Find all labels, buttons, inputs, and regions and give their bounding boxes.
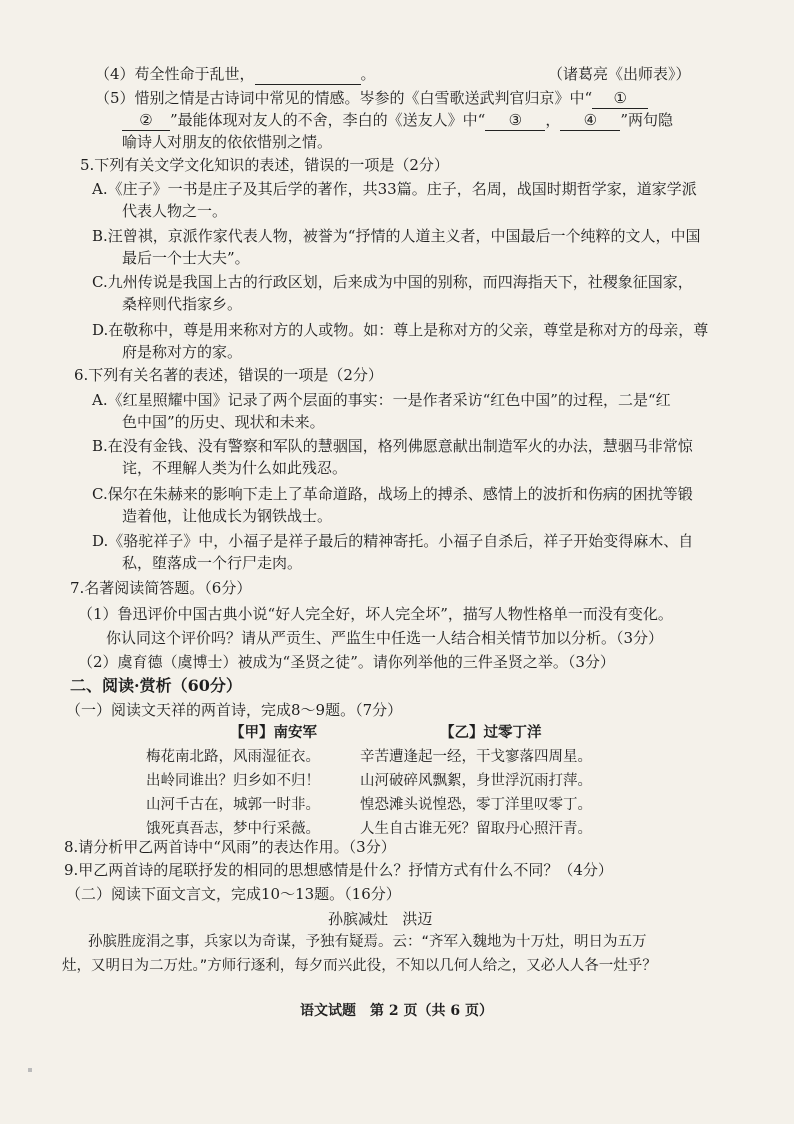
q5-line-2 [122, 110, 673, 131]
q5m-stem: 5.下列有关文学文化知识的表述，错误的一项是（2分） [80, 156, 449, 174]
q4-source: （诸葛亮《出师表》） [548, 65, 691, 83]
q7-stem: 7.名著阅读简答题。（6分） [70, 579, 252, 597]
page-footer: 语文试题 第 2 页（共 6 页） [300, 1003, 493, 1019]
q5m-option-a-cont: 代表人物之一。 [122, 202, 228, 220]
q4-line [95, 64, 376, 85]
q5m-option-a: A.《庄子》一书是庄子及其后学的著作，共33篇。庄子，名周，战国时期哲学家，道家学派 [92, 180, 697, 198]
q5-line-1 [95, 88, 648, 109]
q4-text: （4）苟全性命于乱世， [95, 65, 255, 83]
q6-stem: 6.下列有关名著的表述，错误的一项是（2分） [74, 366, 383, 384]
poem-jia-line: 山河千古在，城郭一时非。 [146, 797, 320, 813]
q8-stem: 8.请分析甲乙两首诗中“风雨”的表达作用。（3分） [64, 838, 396, 856]
q6-option-b: B.在没有金钱、没有警察和军队的慧骃国，格列佛愿意献出制造军火的办法，慧骃马非常惊 [92, 437, 693, 455]
classical-title: 孙膑减灶 [328, 910, 389, 928]
poem-jia-title: 【甲】南安军 [230, 725, 317, 741]
q5-text-1: （5）惜别之情是古诗词中常见的情感。岑参的《白雪歌送武判官归京》中“ [95, 89, 593, 107]
q9-stem: 9.甲乙两首诗的尾联抒发的相同的思想感情是什么？抒情方式有什么不同？（4分） [64, 861, 613, 879]
q5-text-5: ”两句隐 [620, 111, 674, 129]
q6-option-d: D.《骆驼祥子》中，小福子是祥子最后的精神寄托。小福子自杀后，祥子开始变得麻木、自 [92, 532, 694, 550]
q7-sub-1: （1）鲁迅评价中国古典小说“好人完全好，坏人完全坏”，描写人物性格单一而没有变化。 [78, 605, 673, 623]
q5-blank-1: ① [592, 88, 648, 109]
poem-jia-line: 梅花南北路，风雨湿征衣。 [146, 749, 320, 765]
q4-end: 。 [360, 65, 376, 83]
q6-option-c: C.保尔在朱赫来的影响下走上了革命道路，战场上的搏杀、感情上的波折和伤病的困扰等锻 [92, 485, 693, 503]
poem-yi-line: 惶恐滩头说惶恐，零丁洋里叹零丁。 [360, 797, 592, 813]
classical-text-line: 灶，又明日为二万灶。”方师行逐利，每夕而兴此役，不知以几何人给之，又必人人各一灶乎？ [62, 958, 657, 974]
part-1-heading: （一）阅读文天祥的两首诗，完成8～9题。（7分） [66, 701, 403, 719]
q6-option-a: A.《红星照耀中国》记录了两个层面的事实：一是作者采访“红色中国”的过程，二是“红 [92, 391, 671, 409]
q5m-option-d-cont: 府是称对方的家。 [122, 343, 243, 361]
q5-text-6: 喻诗人对朋友的依依惜别之情。 [122, 133, 333, 151]
q5-text-3: ”最能体现对友人的不舍，李白的《送友人》中“ [170, 111, 486, 129]
q6-option-b-cont: 诧，不理解人类为什么如此残忍。 [122, 459, 348, 477]
q7-sub-1-cont: 你认同这个评价吗？请从严贡生、严监生中任选一人结合相关情节加以分析。（3分） [106, 629, 664, 647]
q5m-option-b-cont: 最后一个士大夫”。 [122, 249, 250, 267]
q5m-option-b: B.汪曾祺，京派作家代表人物，被誉为“抒情的人道主义者，中国最后一个纯粹的文人，中国 [92, 227, 701, 245]
part-2-heading: （二）阅读下面文言文，完成10～13题。（16分） [66, 885, 401, 903]
q6-option-a-cont: 色中国”的历史、现状和未来。 [122, 413, 325, 431]
q6-option-c-cont: 造着他，让他成长为钢铁战士。 [122, 507, 333, 525]
q5-blank-2: ② [122, 110, 170, 131]
poem-yi-line: 人生自古谁无死？留取丹心照汗青。 [360, 821, 592, 837]
classical-title-line [328, 909, 432, 929]
q5m-option-c-cont: 桑梓则代指家乡。 [122, 295, 243, 313]
poem-yi-line: 辛苦遭逢起一经，干戈寥落四周星。 [360, 749, 592, 765]
q4-answer-blank [255, 64, 361, 85]
q5m-option-d: D.在敬称中，尊是用来称对方的人或物。如：尊上是称对方的父亲，尊堂是称对方的母亲，尊 [92, 321, 709, 339]
q7-sub-2: （2）虞育德（虞博士）被成为“圣贤之徒”。请你列举他的三件圣贤之举。（3分） [78, 653, 615, 671]
poem-jia-line: 出岭同谁出？归乡如不归！ [146, 773, 320, 789]
q5-blank-3: ③ [485, 110, 545, 131]
q6-option-d-cont: 私，堕落成一个行尸走肉。 [122, 554, 303, 572]
q5m-option-c: C.九州传说是我国上古的行政区划，后来成为中国的别称，而四海指天下，社稷象征国家， [92, 273, 693, 291]
classical-author: 洪迈 [402, 910, 433, 928]
scan-speck [28, 1068, 32, 1072]
q5-blank-4: ④ [560, 110, 620, 131]
poem-yi-line: 山河破碎风飘絮，身世浮沉雨打萍。 [360, 773, 592, 789]
poem-jia-line: 饿死真吾志，梦中行采薇。 [146, 821, 320, 837]
poem-yi-title: 【乙】过零丁洋 [440, 725, 542, 741]
section-2-heading: 二、阅读·赏析（60分） [70, 676, 242, 695]
classical-text-line: 孙膑胜庞涓之事，兵家以为奇谋，予独有疑焉。云：“齐军入魏地为十万灶，明日为五万 [88, 934, 647, 950]
q5-comma: ， [545, 111, 561, 129]
